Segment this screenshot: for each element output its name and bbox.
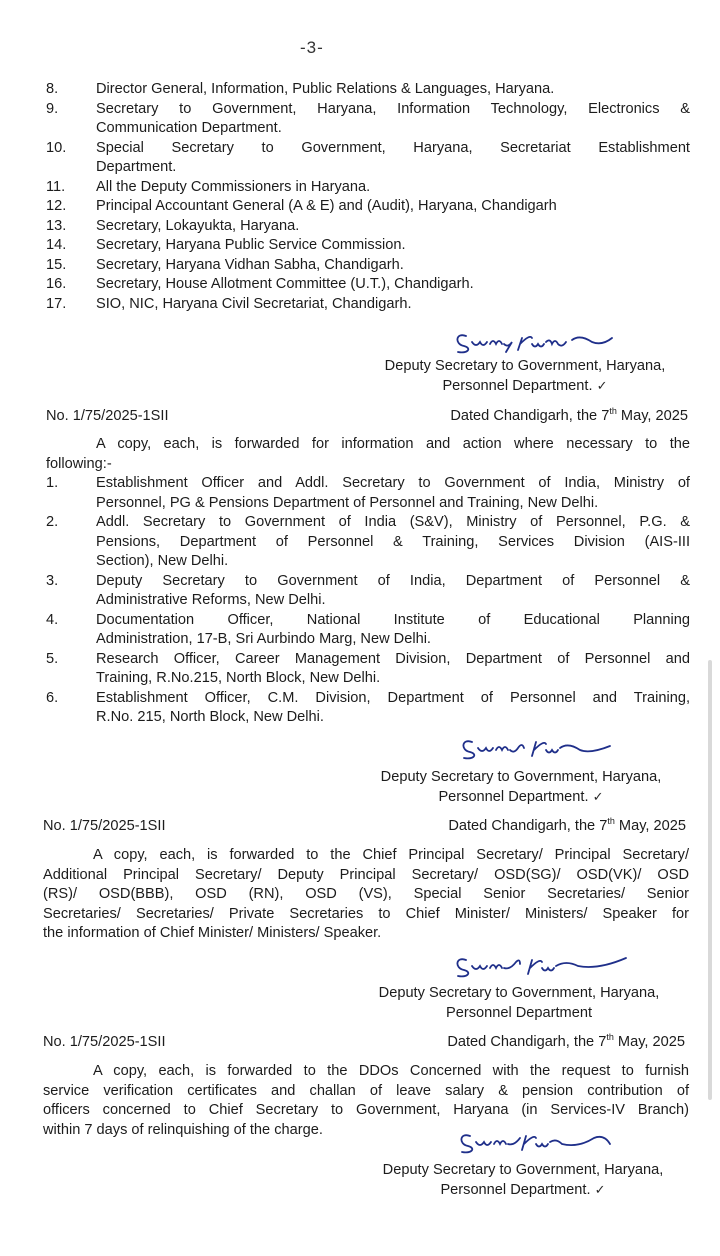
reference-date: Dated Chandigarh, the 7th May, 2025 [448,816,686,834]
reference-row [43,1033,685,1053]
list-item: 14. Secretary, Haryana Public Service Commission. [46,237,406,253]
signature-block [354,984,684,1023]
list-item: 6. Establishment Officer, C.M. Division, Department of Personnel and Training, R.No. 215, North Block, New Delhi. [46,689,690,725]
signatory-designation: Deputy Secretary to Government, Haryana, [378,985,660,1001]
signatory-department: Personnel Department. [440,1181,591,1198]
page-number: -3- [300,38,324,57]
list-item: 16. Secretary, House Allotment Committee (U.T.), Chandigarh. [46,276,474,292]
signatory-designation: Deputy Secretary to Government, Haryana, [380,769,662,785]
list-item: 4. Documentation Officer, National Institute of Educational Planning Administration, 17-B, Sri Aurbindo Marg, New Delhi. [46,611,690,647]
list-item: 1. Establishment Officer and Addl. Secretary to Government of India, Ministry of Personnel, PG & Pensions Department of Personnel and Training, New Delhi. [46,475,690,511]
list-item: 17. SIO, NIC, Haryana Civil Secretariat, Chandigarh. [46,295,412,312]
signature-block [358,1161,688,1200]
distribution-list [46,80,690,314]
initials-mark: ✓ [592,378,608,394]
forward-paragraph-2: A copy, each, is forwarded to the Chief Principal Secretary/ Principal Secretary/ Additional Principal Secretary/ Deputy Principal Secretary/ OSD(SG)/ OSD(VK)/ OSD (RS)/ OSD(BBB), OSD (RN), OSD (VS), Special Senior Secretaries/ Senior Secretaries/ Secretaries/ Private Secretaries to Chief Minister/ Ministers/ Speaker for the information of Chief Minister/ Ministers/ Speaker. [43,847,689,941]
list-item: 11. All the Deputy Commissioners in Haryana. [46,178,371,195]
reference-number: No. 1/75/2025-1SII [43,818,166,834]
signatory-department: Personnel Department. [442,377,593,394]
list-item: 3. Deputy Secretary to Government of India, Department of Personnel & Administrative Reforms, New Delhi. [46,572,690,608]
reference-number: No. 1/75/2025-1SII [43,1034,166,1050]
signatory-designation: Deputy Secretary to Government, Haryana, [384,358,666,374]
signatory-designation: Deputy Secretary to Government, Haryana, [382,1162,664,1178]
handwritten-signature [452,326,642,356]
signatory-department: Personnel Department. [438,788,589,805]
forward-list [46,474,690,728]
list-item: 8. Director General, Information, Public Relations & Languages, Haryana. [46,81,555,97]
handwritten-signature [452,952,652,982]
list-item: 9. Secretary to Government, Haryana, Information Technology, Electronics & Communication Department. [46,100,690,136]
handwritten-signature [458,734,648,764]
handwritten-signature [456,1128,656,1158]
reference-row [46,407,688,427]
scrollbar[interactable] [708,660,712,1100]
list-item: 12. Principal Accountant General (A & E) and (Audit), Haryana, Chandigarh [46,198,557,214]
signature-block [360,357,690,396]
list-item: 13. Secretary, Lokayukta, Haryana. [46,217,300,234]
list-item: 5. Research Officer, Career Management Division, Department of Personnel and Training, R.No.215, North Block, New Delhi. [46,650,690,686]
list-item: 10. Special Secretary to Government, Haryana, Secretariat Establishment Department. [46,139,690,175]
reference-row [43,817,686,837]
reference-date: Dated Chandigarh, the 7th May, 2025 [447,1032,685,1050]
signatory-department: Personnel Department [445,1004,593,1021]
signature-block [356,768,686,807]
initials-mark: ✓ [590,1182,606,1198]
reference-number: No. 1/75/2025-1SII [46,408,169,424]
forward-paragraph-3: A copy, each, is forwarded to the DDOs Concerned with the request to furnish service verification certificates and challan of leave salary & pension contribution of officers concerned to Chief Secretary to Government, Haryana (in Services-IV Branch) within 7 days of relinquishing of the charge. [43,1063,689,1138]
reference-date: Dated Chandigarh, the 7th May, 2025 [450,406,688,424]
forward-paragraph-1: A copy, each, is forwarded for information and action where necessary to the following:- [46,436,690,472]
list-item: 15. Secretary, Haryana Vidhan Sabha, Chandigarh. [46,256,404,273]
initials-mark: ✓ [588,789,604,805]
list-item: 2. Addl. Secretary to Government of India (S&V), Ministry of Personnel, P.G. & Pensions, Department of Personnel & Training, Services Division (AIS-III Section), New Delhi. [46,514,690,569]
